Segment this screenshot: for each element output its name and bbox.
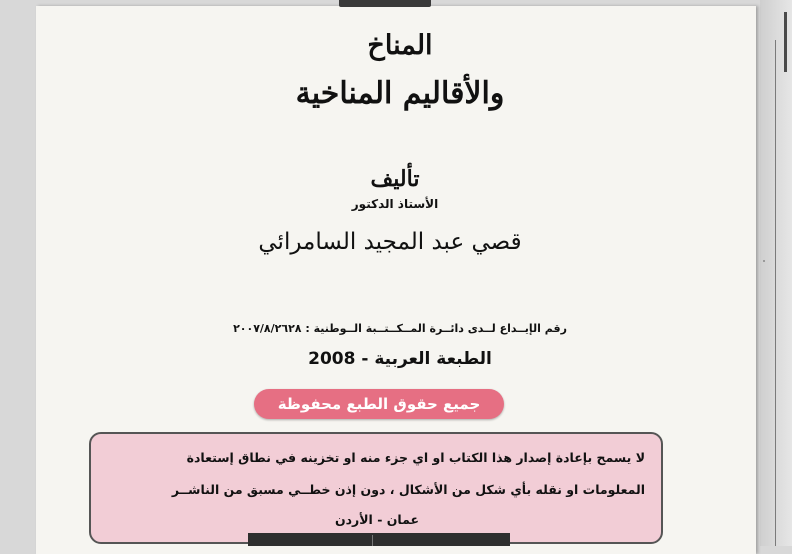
scan-speck [763,260,765,262]
deposit-number: رقم الإيــداع لــدى دائــرة المــكــتــبة الــوطنية : ٢٠٠٧/٨/٢٦٢٨ [233,322,567,335]
page-edge [760,0,792,546]
author-title: الأستاذ الدكتور [351,197,439,211]
author-label: تأليف [370,166,420,192]
rights-badge [254,389,504,419]
notice-line-2: المعلومات او نقله بأي شكل من الأشكال ، دون إذن خطــي مسبق من الناشــر [171,482,645,497]
page-edge-line [775,40,776,546]
bottom-toolbar[interactable] [248,533,510,546]
copyright-notice-box [89,432,663,544]
top-toolbar-handle[interactable] [339,0,431,7]
book-title-line1: المناخ [367,30,433,61]
rights-badge-label: جميع حقوق الطبع محفوظة [277,395,481,413]
notice-line-1: لا يسمح بإعادة إصدار هذا الكتاب او اي جزء منه او تخزينه في نطاق إستعادة [186,450,645,465]
scroll-marker [784,12,787,72]
edition-text: الطبعة العربية - 2008 [308,349,492,369]
book-title-line2: والأقاليم المناخية [295,76,505,111]
author-name: قصي عبد المجيد السامرائي [258,229,522,255]
notice-line-3: عمان - الأردن [334,512,420,527]
